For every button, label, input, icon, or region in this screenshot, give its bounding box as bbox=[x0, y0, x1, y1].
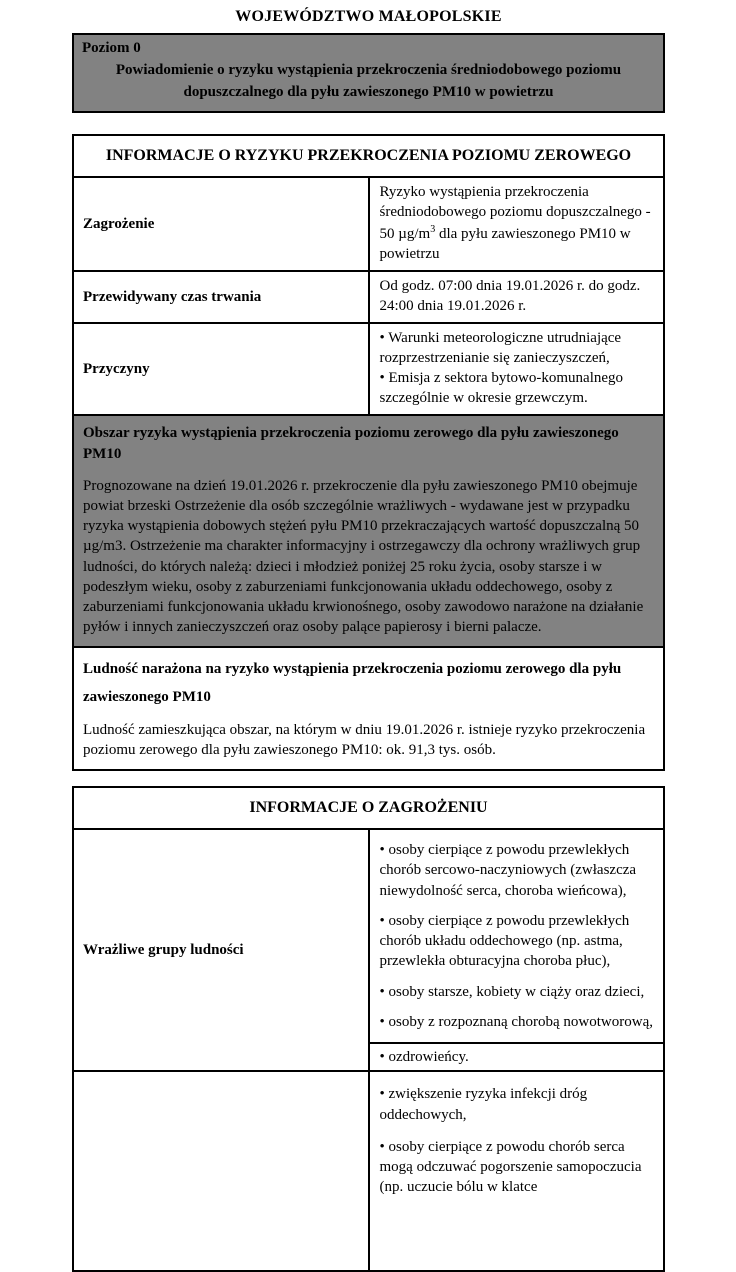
population-body: Ludność zamieszkująca obszar, na którym w dniu 19.01.2026 r. istnieje ryzyko przekroczenia poziomu zerowego dla pyłu zawieszonego PM10: ok. 91,3 tys. osób. bbox=[83, 721, 646, 758]
list-item: • osoby cierpiące z powodu chorób serca mogą odczuwać pogorszenie samopoczucia (np. uczucie bólu w klatce bbox=[379, 1138, 642, 1196]
causes-bullet-list bbox=[380, 329, 656, 409]
list-item: • Emisja z sektora bytowo-komunalnego szczególnie w okresie grzewczym. bbox=[379, 369, 624, 406]
causes-value bbox=[369, 323, 665, 415]
sensitive-groups-bullet-list bbox=[380, 840, 656, 1032]
list-item: • osoby z rozpoznaną chorobą nowotworową, bbox=[379, 1013, 654, 1030]
table-row-risk-area bbox=[73, 415, 664, 647]
risk-table-header-row bbox=[73, 135, 664, 177]
hazard-info-table bbox=[72, 786, 665, 1272]
hazard-table-title: INFORMACJE O ZAGROŻENIU bbox=[73, 787, 664, 829]
effects-bullet-list bbox=[380, 1084, 656, 1197]
sensitive-groups-value bbox=[369, 829, 665, 1043]
list-item: • osoby starsze, kobiety w ciąży oraz dzieci, bbox=[379, 983, 645, 1000]
table-row-population bbox=[73, 647, 664, 770]
hazard-table-header-row bbox=[73, 787, 664, 829]
population-section bbox=[73, 647, 664, 770]
threat-text-after: dla pyłu zawieszonego PM10 w powietrzu bbox=[379, 226, 631, 263]
table-row-sensitive-groups bbox=[73, 829, 664, 1043]
alert-message: Powiadomienie o ryzyku wystąpienia przekroczenia średniodobowego poziomu dopuszczalnego dla pyłu zawieszonego PM10 w powietrzu bbox=[115, 61, 622, 100]
table-row-threat bbox=[73, 177, 664, 271]
risk-info-table bbox=[72, 134, 665, 771]
threat-value bbox=[369, 177, 665, 271]
table-spacer bbox=[72, 771, 665, 786]
table-row-duration bbox=[73, 271, 664, 323]
population-heading: Ludność narażona na ryzyko wystąpienia przekroczenia poziomu zerowego dla pyłu zawieszonego PM10 bbox=[83, 660, 622, 706]
effects-label bbox=[73, 1071, 369, 1270]
causes-label: Przyczyny bbox=[73, 323, 369, 415]
alert-level-banner bbox=[72, 33, 665, 113]
recovered-value bbox=[369, 1043, 665, 1071]
duration-label: Przewidywany czas trwania bbox=[73, 271, 369, 323]
risk-area-section bbox=[73, 415, 664, 647]
page-title: WOJEWÓDZTWO MAŁOPOLSKIE bbox=[235, 8, 502, 25]
risk-area-body: Prognozowane na dzień 19.01.2026 r. przekroczenie dla pyłu zawieszonego PM10 obejmuje powiat brzeski Ostrzeżenie dla osób szczególnie wrażliwych - wydawane jest w przypadku ryzyka wystąpienia dobowych stężeń pyłu PM10 przekraczających wartość dopuszczalną 50 µg/m3. Ostrzeżenie ma charakter informacyjny i ostrzegawczy dla ochrony wrażliwych grup ludności, do których należą: dzieci i młodzież poniżej 25 roku życia, osoby starsze i w podeszłym wieku, osoby z zaburzeniami funkcjonowania układu oddechowego, osoby z zaburzeniami funkcjonowania układu krwionośnego, osoby zawodowo narażone na działanie pyłów i innych zanieczyszczeń oraz osoby palące papierosy i bierni palacze. bbox=[83, 478, 644, 635]
threat-superscript: 3 bbox=[430, 224, 436, 236]
sensitive-groups-label: Wrażliwe grupy ludności bbox=[73, 829, 369, 1071]
risk-table-title: INFORMACJE O RYZYKU PRZEKROCZENIA POZIOMU ZEROWEGO bbox=[73, 135, 664, 177]
list-item: • Warunki meteorologiczne utrudniające rozprzestrzenianie się zanieczyszczeń, bbox=[379, 329, 622, 366]
risk-area-heading: Obszar ryzyka wystąpienia przekroczenia poziomu zerowego dla pyłu zawieszonego PM10 bbox=[83, 424, 619, 463]
effects-value bbox=[369, 1071, 665, 1270]
duration-value: Od godz. 07:00 dnia 19.01.2026 r. do godz. 24:00 dnia 19.01.2026 r. bbox=[369, 271, 665, 323]
threat-label: Zagrożenie bbox=[73, 177, 369, 271]
list-item: • zwiększenie ryzyka infekcji dróg oddechowych, bbox=[379, 1086, 588, 1123]
list-item: • osoby cierpiące z powodu przewlekłych chorób sercowo-naczyniowych (zwłaszcza niewydolność serca, choroba wieńcowa), bbox=[379, 842, 637, 899]
list-item: • osoby cierpiące z powodu przewlekłych chorób układu oddechowego (np. astma, przewlekła obturacyjna choroba płuc), bbox=[379, 912, 630, 970]
threat-text-before: Ryzyko wystąpienia przekroczenia średniodobowego poziomu dopuszczalnego - 50 µg/m bbox=[379, 184, 651, 243]
alert-level-label: Poziom 0 bbox=[82, 40, 141, 56]
list-item: • ozdrowieńcy. bbox=[379, 1049, 469, 1066]
table-row-causes bbox=[73, 323, 664, 415]
table-row-effects bbox=[73, 1071, 664, 1270]
